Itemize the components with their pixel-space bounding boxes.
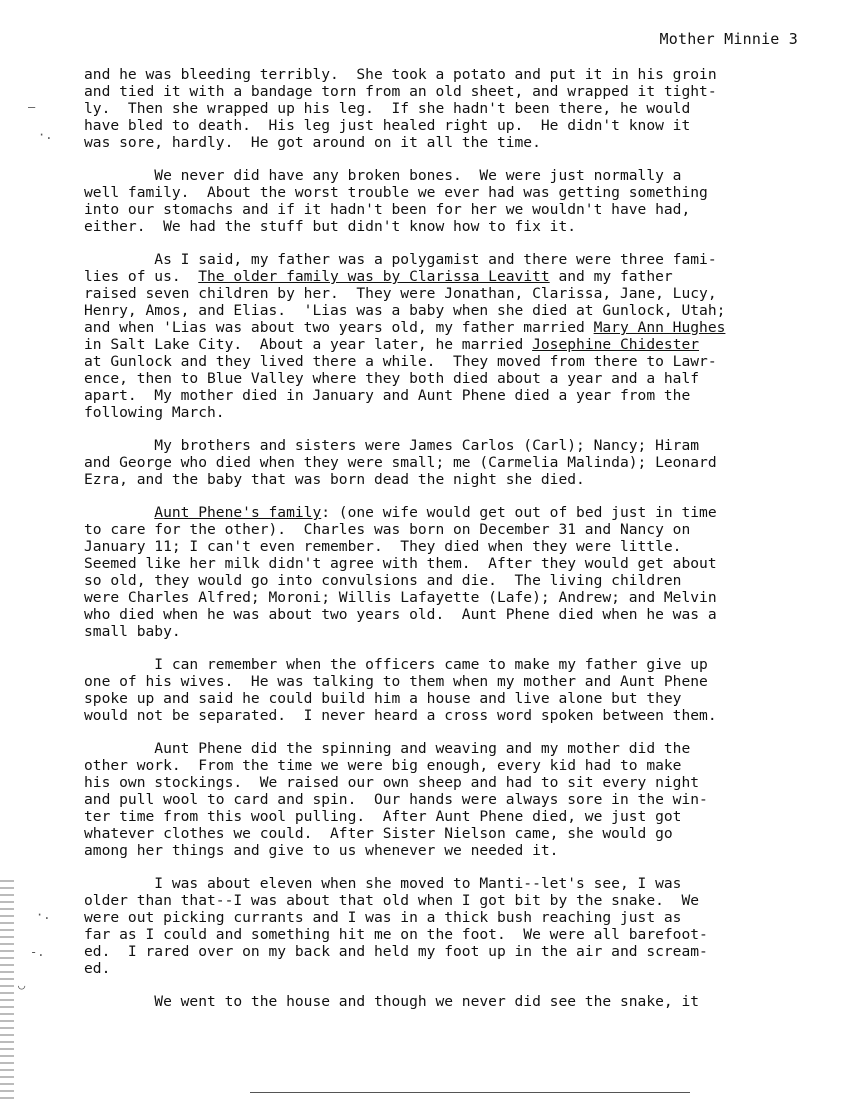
- text-line: Aunt Phene did the spinning and weaving and my mother did the: [84, 740, 691, 757]
- text-line: other work. From the time we were big enough, every kid had to make: [84, 757, 682, 774]
- paragraph-gap: [84, 151, 814, 167]
- scan-edge: [0, 880, 14, 1100]
- text-line: so old, they would go into convulsions and die. The living children: [84, 572, 682, 589]
- text-line: We never did have any broken bones. We were just normally a: [84, 167, 682, 184]
- text-line: to care for the other). Charles was born on December 31 and Nancy on: [84, 521, 691, 538]
- text-line: I was about eleven when she moved to Manti--let's see, I was: [84, 875, 682, 892]
- text-line: apart. My mother died in January and Aunt Phene died a year from the: [84, 387, 691, 404]
- text-line: ed.: [84, 960, 111, 977]
- text-line: Seemed like her milk didn't agree with them. After they would get about: [84, 555, 717, 572]
- bottom-rule: [250, 1092, 690, 1093]
- margin-mark: ·.: [36, 908, 51, 922]
- margin-mark: ·.: [38, 128, 53, 142]
- paragraph-gap: [84, 488, 814, 504]
- text-line: and tied it with a bandage torn from an old sheet, and wrapped it tight-: [84, 83, 717, 100]
- paragraph: [84, 740, 814, 859]
- text-line: far as I could and something hit me on the foot. We were all barefoot-: [84, 926, 708, 943]
- text-line: ed. I rared over on my back and held my foot up in the air and scream-: [84, 943, 708, 960]
- paragraph: [84, 993, 814, 1010]
- text-line: As I said, my father was a polygamist and there were three fami-: [84, 251, 717, 268]
- text-line: ter time from this wool pulling. After Aunt Phene died, we just got: [84, 808, 682, 825]
- text-line: well family. About the worst trouble we ever had was getting something: [84, 184, 708, 201]
- text-line: small baby.: [84, 623, 181, 640]
- text-line: were Charles Alfred; Moroni; Willis Lafayette (Lafe); Andrew; and Melvin: [84, 589, 717, 606]
- text-line: who died when he was about two years old. Aunt Phene died when he was a: [84, 606, 717, 623]
- text-line: into our stomachs and if it hadn't been for her we wouldn't have had,: [84, 201, 691, 218]
- text-line: among her things and give to us whenever we needed it.: [84, 842, 559, 859]
- text-line: spoke up and said he could build him a house and live alone but they: [84, 690, 682, 707]
- text-line: and he was bleeding terribly. She took a potato and put it in his groin: [84, 66, 717, 83]
- underlined-phrase: Mary Ann Hughes: [593, 319, 726, 336]
- paragraph-gap: [84, 640, 814, 656]
- text-line: older than that--I was about that old when I got bit by the snake. We: [84, 892, 700, 909]
- paragraph-gap: [84, 421, 814, 437]
- paragraph-gap: [84, 977, 814, 993]
- margin-mark: -.: [30, 945, 45, 959]
- page-header: Mother Minnie 3: [659, 30, 798, 48]
- text-line: We went to the house and though we never did see the snake, it: [84, 993, 700, 1010]
- text-line: at Gunlock and they lived there a while. They moved from there to Lawr-: [84, 353, 717, 370]
- text-line: either. We had the stuff but didn't know how to fix it.: [84, 218, 577, 235]
- text-line: Aunt Phene's family: (one wife would get out of bed just in time: [154, 504, 717, 521]
- underlined-phrase: Aunt Phene's family: [154, 504, 322, 521]
- text-line: and pull wool to card and spin. Our hands were always sore in the win-: [84, 791, 708, 808]
- text-line: would not be separated. I never heard a cross word spoken between them.: [84, 707, 717, 724]
- text-line: were out picking currants and I was in a thick bush reaching just as: [84, 909, 682, 926]
- paragraph-gap: [84, 859, 814, 875]
- text-line: January 11; I can't even remember. They died when they were little.: [84, 538, 682, 555]
- document-body: [84, 66, 814, 1010]
- underlined-phrase: Josephine Chidester: [532, 336, 700, 353]
- paragraph-gap: [84, 235, 814, 251]
- text-line: ence, then to Blue Valley where they both died about a year and a half: [84, 370, 700, 387]
- paragraph: [84, 437, 814, 488]
- paragraph: [84, 504, 814, 640]
- text-line: and when 'Lias was about two years old, my father married Mary Ann Hughes: [84, 319, 726, 336]
- text-line: was sore, hardly. He got around on it all the time.: [84, 134, 541, 151]
- text-line: Ezra, and the baby that was born dead the night she died.: [84, 471, 585, 488]
- margin-mark: —: [28, 100, 36, 114]
- text-line: and George who died when they were small; me (Carmelia Malinda); Leonard: [84, 454, 717, 471]
- text-line: his own stockings. We raised our own sheep and had to sit every night: [84, 774, 700, 791]
- underlined-phrase: The older family was by Clarissa Leavitt: [198, 268, 550, 285]
- paragraph: [84, 167, 814, 235]
- text-line: ly. Then she wrapped up his leg. If she hadn't been there, he would: [84, 100, 691, 117]
- text-line: whatever clothes we could. After Sister Nielson came, she would go: [84, 825, 673, 842]
- paragraph: [84, 251, 814, 421]
- text-line: raised seven children by her. They were Jonathan, Clarissa, Jane, Lucy,: [84, 285, 717, 302]
- text-line: have bled to death. His leg just healed right up. He didn't know it: [84, 117, 691, 134]
- paragraph: [84, 875, 814, 977]
- margin-mark: ◡: [18, 978, 26, 992]
- paragraph: [84, 66, 814, 151]
- text-line: My brothers and sisters were James Carlos (Carl); Nancy; Hiram: [84, 437, 700, 454]
- text-line: one of his wives. He was talking to them when my mother and Aunt Phene: [84, 673, 708, 690]
- paragraph-gap: [84, 724, 814, 740]
- text-line: I can remember when the officers came to make my father give up: [84, 656, 708, 673]
- text-line: lies of us. The older family was by Clarissa Leavitt and my father: [84, 268, 673, 285]
- text-line: Henry, Amos, and Elias. 'Lias was a baby when she died at Gunlock, Utah;: [84, 302, 726, 319]
- text-line: following March.: [84, 404, 225, 421]
- paragraph: [84, 656, 814, 724]
- text-line: in Salt Lake City. About a year later, he married Josephine Chidester: [84, 336, 700, 353]
